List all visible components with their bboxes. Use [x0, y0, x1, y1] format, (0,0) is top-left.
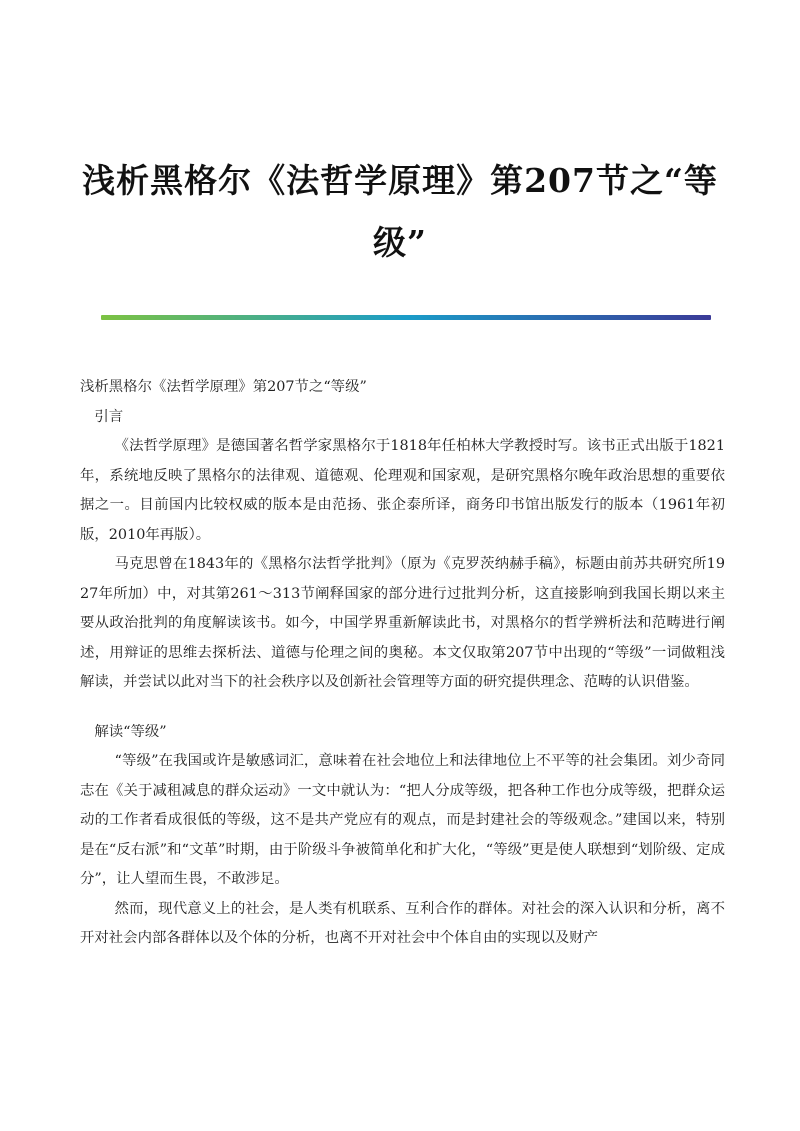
document-body	[80, 373, 725, 954]
title-divider-bar	[101, 315, 711, 320]
title-line-2: 级”	[373, 223, 427, 262]
body-paragraph: “等级”在我国或许是敏感词汇，意味着在社会地位上和法律地位上不平等的社会集团。刘少奇同志在《关于减租减息的群众运动》一文中就认为：“把人分成等级，把各种工作也分成等级，把群众运动的工作者看成很低的等级，这不是共产党应有的观点，而是封建社会的等级观念。”建国以来，特别是在“反右派”和“文革”时期，由于阶级斗争被简单化和扩大化，“等级”更是使人联想到“划阶级、定成分”，让人望而生畏，不敢涉足。	[80, 753, 725, 887]
title-line-1: 浅析黑格尔《法哲学原理》第207节之“等	[82, 161, 718, 200]
document-title	[80, 150, 720, 274]
body-paragraph: 马克思曾在1843年的《黑格尔法哲学批判》（原为《克罗茨纳赫手稿》，标题由前苏共研究所1927年所加）中，对其第261～313节阐释国家的部分进行过批判分析，这直接影响到我国长期以来主要从政治批判的角度解读该书。如今，中国学界重新解读此书，对黑格尔的哲学辨析法和范畴进行阐述，用辩证的思维去探析法、道德与伦理之间的奥秘。本文仅取第207节中出现的“等级”一词做粗浅解读，并尝试以此对当下的社会秩序以及创新社会管理等方面的研究提供理念、范畴的认识借鉴。	[80, 556, 725, 690]
body-paragraph: 然而，现代意义上的社会，是人类有机联系、互利合作的群体。对社会的深入认识和分析，离不开对社会内部各群体以及个体的分析，也离不开对社会中个体自由的实现以及财产	[80, 900, 725, 946]
body-paragraph: 《法哲学原理》是德国著名哲学家黑格尔于1818年任柏林大学教授时写。该书正式出版于1821年，系统地反映了黑格尔的法律观、道德观、伦理观和国家观，是研究黑格尔晚年政治思想的重要依据之一。目前国内比较权威的版本是由范扬、张企泰所译，商务印书馆出版发行的版本（1961年初版，2010年再版）。	[80, 438, 725, 543]
section-heading-reading: 解读“等级”	[94, 723, 167, 740]
document-subtitle: 浅析黑格尔《法哲学原理》第207节之“等级”	[80, 379, 367, 395]
section-gap	[80, 698, 725, 718]
section-heading-intro: 引言	[94, 408, 124, 425]
